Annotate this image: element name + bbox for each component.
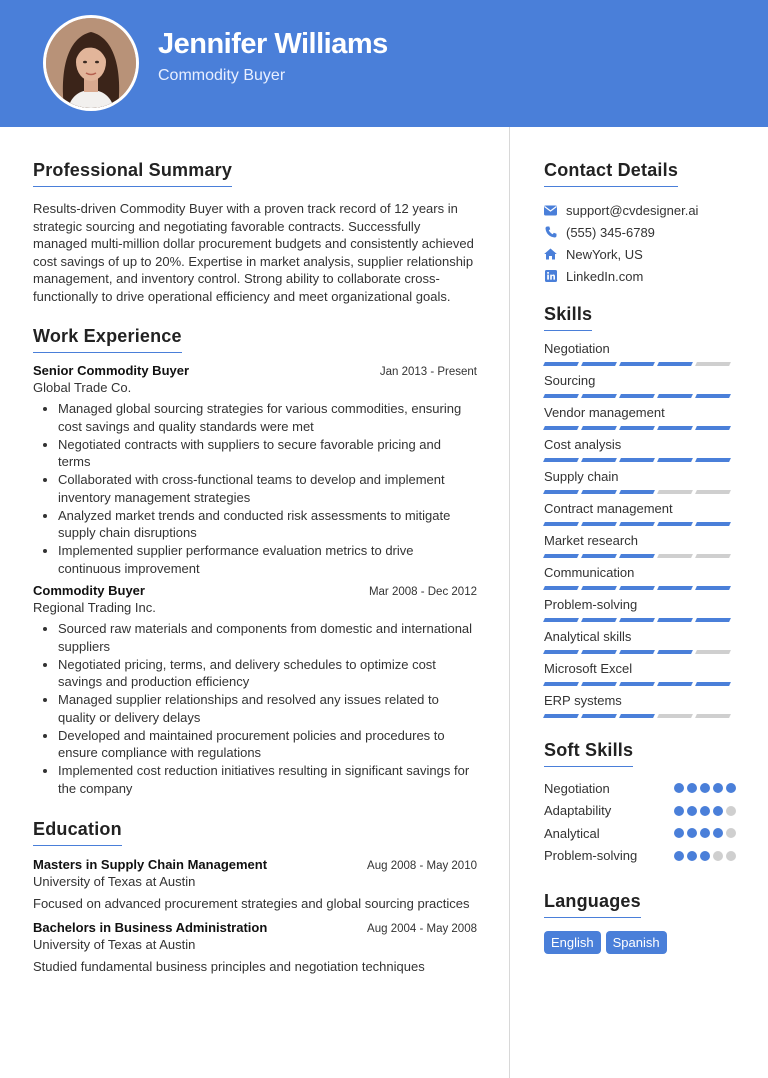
skill-level-segment xyxy=(581,714,617,718)
column-divider xyxy=(509,127,510,1078)
skill-label: Market research xyxy=(544,533,638,548)
job-bullet: • Sourced raw materials and components from domestic and international suppliers xyxy=(58,620,477,655)
avatar xyxy=(43,15,139,111)
school: University of Texas at Austin xyxy=(33,937,196,952)
skill-level-segment xyxy=(695,394,731,398)
skill-level-segment xyxy=(695,650,731,654)
skill-level-segment xyxy=(619,650,655,654)
work-experience-heading: Work Experience xyxy=(33,326,182,353)
skill-level-segment xyxy=(581,554,617,558)
rating-dot xyxy=(726,828,736,838)
linkedin-icon xyxy=(544,270,557,283)
soft-skill-label: Negotiation xyxy=(544,780,610,796)
language-badge: English xyxy=(544,931,601,954)
skill-level-segment xyxy=(657,618,693,622)
skill-label: Problem-solving xyxy=(544,597,638,612)
rating-dot xyxy=(700,828,710,838)
education-dates: Aug 2008 - May 2010 xyxy=(367,859,477,872)
skill-level-segment xyxy=(657,554,693,558)
skill-item xyxy=(544,693,736,725)
skill-label: Analytical skills xyxy=(544,629,632,644)
skill-level-segment xyxy=(657,586,693,590)
contact-list xyxy=(544,199,736,287)
skill-level-segment xyxy=(695,714,731,718)
skill-level-segment xyxy=(581,490,617,494)
job-role: Commodity Buyer xyxy=(33,583,145,598)
languages-heading: Languages xyxy=(544,891,641,918)
rating-dot xyxy=(674,806,684,816)
right-column xyxy=(544,127,736,954)
skill-item xyxy=(544,469,736,501)
skill-level-bar xyxy=(544,522,736,526)
skill-level-segment xyxy=(543,362,579,366)
candidate-title: Commodity Buyer xyxy=(158,67,286,84)
soft-skill-rating xyxy=(674,806,736,816)
rating-dot xyxy=(674,851,684,861)
skill-level-segment xyxy=(543,426,579,430)
envelope-icon xyxy=(544,204,557,217)
job-bullet: • Collaborated with cross-functional teams to develop and implement inventory management strategies xyxy=(58,471,477,506)
skill-level-bar xyxy=(544,682,736,686)
contact-location-text: NewYork, US xyxy=(566,246,643,262)
rating-dot xyxy=(726,783,736,793)
job-company: Regional Trading Inc. xyxy=(33,600,156,615)
job-dates: Mar 2008 - Dec 2012 xyxy=(368,586,477,598)
skill-level-segment xyxy=(619,714,655,718)
phone-icon xyxy=(544,226,557,239)
contact-linkedin[interactable] xyxy=(544,265,736,287)
summary-text: Results-driven Commodity Buyer with a proven track record of 12 years in strategic sourcing and negotiating favorable contracts. Successfully managed multi-million dollar procurement budgets and consistently achieved cost savings of up to 20%. Expertise in market analysis, supplier relationship management, and inventory control. Strong ability to collaborate cross-functionally to drive operational efficiency and meet organizational goals. xyxy=(33,201,474,304)
skill-label: Contract management xyxy=(544,501,673,516)
skill-level-segment xyxy=(543,394,579,398)
job-bullet: • Implemented cost reduction initiatives resulting in significant savings for the company xyxy=(58,762,477,797)
contact-phone[interactable] xyxy=(544,221,736,243)
skill-level-segment xyxy=(619,682,655,686)
rating-dot xyxy=(700,806,710,816)
skill-level-segment xyxy=(695,490,731,494)
skill-item xyxy=(544,597,736,629)
education-description: Focused on advanced procurement strategies and global sourcing practices xyxy=(33,895,470,911)
skill-level-bar xyxy=(544,394,736,398)
education-description: Studied fundamental business principles and negotiation techniques xyxy=(33,959,425,974)
skill-level-bar xyxy=(544,554,736,558)
skill-level-bar xyxy=(544,426,736,430)
degree: Masters in Supply Chain Management xyxy=(33,856,268,872)
skill-level-segment xyxy=(657,394,693,398)
job-entry xyxy=(33,583,477,797)
job-bullet: • Negotiated pricing, terms, and delivery schedules to optimize cost savings and production efficiency xyxy=(58,656,477,691)
soft-skill-label: Problem-solving xyxy=(544,848,638,864)
skill-level-segment xyxy=(543,554,579,558)
profile-photo xyxy=(46,18,136,108)
job-company: Global Trade Co. xyxy=(33,380,132,395)
skill-level-segment xyxy=(619,458,655,462)
rating-dot xyxy=(687,806,697,816)
job-bullets xyxy=(33,620,477,797)
skill-level-segment xyxy=(619,426,655,430)
skill-label: Communication xyxy=(544,565,635,580)
skill-level-segment xyxy=(695,682,731,686)
skill-item xyxy=(544,341,736,373)
rating-dot xyxy=(700,851,710,861)
skill-level-segment xyxy=(619,522,655,526)
rating-dot xyxy=(713,783,723,793)
skill-level-segment xyxy=(695,586,731,590)
job-bullet: • Negotiated contracts with suppliers to secure favorable pricing and terms xyxy=(58,436,477,471)
skill-level-segment xyxy=(581,586,617,590)
skill-level-segment xyxy=(657,490,693,494)
skill-level-segment xyxy=(657,458,693,462)
skill-level-segment xyxy=(619,618,655,622)
skill-level-bar xyxy=(544,458,736,462)
skill-level-segment xyxy=(581,650,617,654)
skill-level-segment xyxy=(619,586,655,590)
skill-level-bar xyxy=(544,618,736,622)
skill-level-segment xyxy=(581,426,617,430)
rating-dot xyxy=(713,828,723,838)
skill-label: Vendor management xyxy=(544,405,665,420)
skill-item xyxy=(544,373,736,405)
soft-skill-rating xyxy=(674,851,736,861)
language-list xyxy=(544,931,736,954)
skill-item xyxy=(544,405,736,437)
soft-skill-item xyxy=(544,777,736,800)
soft-skill-rating xyxy=(674,828,736,838)
skill-level-segment xyxy=(543,522,579,526)
skill-level-bar xyxy=(544,714,736,718)
rating-dot xyxy=(713,851,723,861)
rating-dot xyxy=(687,851,697,861)
skill-level-segment xyxy=(619,490,655,494)
skill-level-segment xyxy=(581,682,617,686)
skill-level-segment xyxy=(695,522,731,526)
education-dates: Aug 2004 - May 2008 xyxy=(367,923,477,935)
portrait-image xyxy=(46,18,136,108)
contact-heading: Contact Details xyxy=(544,160,678,187)
skill-level-segment xyxy=(657,682,693,686)
skill-level-segment xyxy=(695,618,731,622)
skill-level-segment xyxy=(657,362,693,366)
skill-label: Negotiation xyxy=(544,341,610,356)
job-bullet: • Developed and maintained procurement policies and procedures to ensure compliance with regulations xyxy=(58,727,477,762)
rating-dot xyxy=(713,806,723,816)
skill-level-segment xyxy=(581,458,617,462)
skill-level-segment xyxy=(543,618,579,622)
skill-level-segment xyxy=(657,522,693,526)
job-bullet: • Managed supplier relationships and resolved any issues related to quality or delivery delays xyxy=(58,691,477,726)
job-bullet: • Analyzed market trends and conducted risk assessments to mitigate supply chain disruptions xyxy=(58,507,477,542)
skill-level-segment xyxy=(695,458,731,462)
education-entry xyxy=(33,857,477,913)
skill-item xyxy=(544,629,736,661)
language-badge: Spanish xyxy=(606,931,667,954)
skill-level-bar xyxy=(544,490,736,494)
job-bullets xyxy=(33,400,477,577)
skill-level-segment xyxy=(657,650,693,654)
skill-label: ERP systems xyxy=(544,693,622,708)
contact-email[interactable] xyxy=(544,199,736,221)
skill-level-segment xyxy=(657,714,693,718)
rating-dot xyxy=(700,783,710,793)
skill-level-segment xyxy=(695,362,731,366)
skill-label: Cost analysis xyxy=(544,437,622,452)
soft-skill-label: Adaptability xyxy=(544,803,612,819)
contact-location xyxy=(544,243,736,265)
skill-level-segment xyxy=(543,490,579,494)
school: University of Texas at Austin xyxy=(33,873,196,889)
skill-item xyxy=(544,661,736,693)
skill-level-segment xyxy=(619,554,655,558)
soft-skill-item xyxy=(544,822,736,845)
skill-level-segment xyxy=(543,586,579,590)
rating-dot xyxy=(726,851,736,861)
rating-dot xyxy=(726,806,736,816)
skill-item xyxy=(544,437,736,469)
skill-level-segment xyxy=(619,394,655,398)
soft-skill-item xyxy=(544,845,736,868)
rating-dot xyxy=(674,783,684,793)
skill-level-segment xyxy=(543,682,579,686)
skill-item xyxy=(544,565,736,597)
contact-email-text: support@cvdesigner.ai xyxy=(566,202,699,218)
skill-level-segment xyxy=(581,618,617,622)
skill-level-segment xyxy=(543,714,579,718)
skill-label: Sourcing xyxy=(544,373,596,388)
soft-skill-label: Analytical xyxy=(544,825,600,841)
soft-skill-list xyxy=(544,777,736,867)
home-icon xyxy=(544,248,557,261)
summary-heading: Professional Summary xyxy=(33,160,232,187)
job-bullet: • Managed global sourcing strategies for various commodities, ensuring cost savings and quality standards were met xyxy=(58,400,477,435)
skill-label: Microsoft Excel xyxy=(544,661,633,676)
rating-dot xyxy=(674,828,684,838)
education-heading: Education xyxy=(33,819,122,846)
left-column xyxy=(33,127,477,976)
resume-header xyxy=(0,0,768,127)
rating-dot xyxy=(687,828,697,838)
rating-dot xyxy=(687,783,697,793)
skill-level-segment xyxy=(581,522,617,526)
contact-linkedin-text: LinkedIn.com xyxy=(566,268,644,284)
job-entry xyxy=(33,363,477,577)
education-entry xyxy=(33,920,477,976)
skill-level-bar xyxy=(544,586,736,590)
skill-level-segment xyxy=(581,362,617,366)
skill-label: Supply chain xyxy=(544,469,619,484)
contact-phone-text: (555) 345-6789 xyxy=(566,224,655,240)
skill-level-segment xyxy=(695,554,731,558)
skill-list xyxy=(544,341,736,725)
skill-item xyxy=(544,501,736,533)
skill-item xyxy=(544,533,736,565)
job-dates: Jan 2013 - Present xyxy=(379,366,477,378)
soft-skill-item xyxy=(544,800,736,823)
degree: Bachelors in Business Administration xyxy=(33,920,268,935)
skill-level-segment xyxy=(619,362,655,366)
skill-level-segment xyxy=(695,426,731,430)
soft-skill-rating xyxy=(674,783,736,793)
skill-level-segment xyxy=(543,458,579,462)
skill-level-segment xyxy=(543,650,579,654)
skills-heading: Skills xyxy=(544,304,592,331)
skill-level-segment xyxy=(581,394,617,398)
job-role: Senior Commodity Buyer xyxy=(33,363,190,378)
candidate-name: Jennifer Williams xyxy=(158,28,388,60)
soft-skills-heading: Soft Skills xyxy=(544,740,633,767)
skill-level-segment xyxy=(657,426,693,430)
job-bullet: • Implemented supplier performance evaluation metrics to drive continuous improvement xyxy=(58,542,477,577)
skill-level-bar xyxy=(544,650,736,654)
skill-level-bar xyxy=(544,362,736,366)
